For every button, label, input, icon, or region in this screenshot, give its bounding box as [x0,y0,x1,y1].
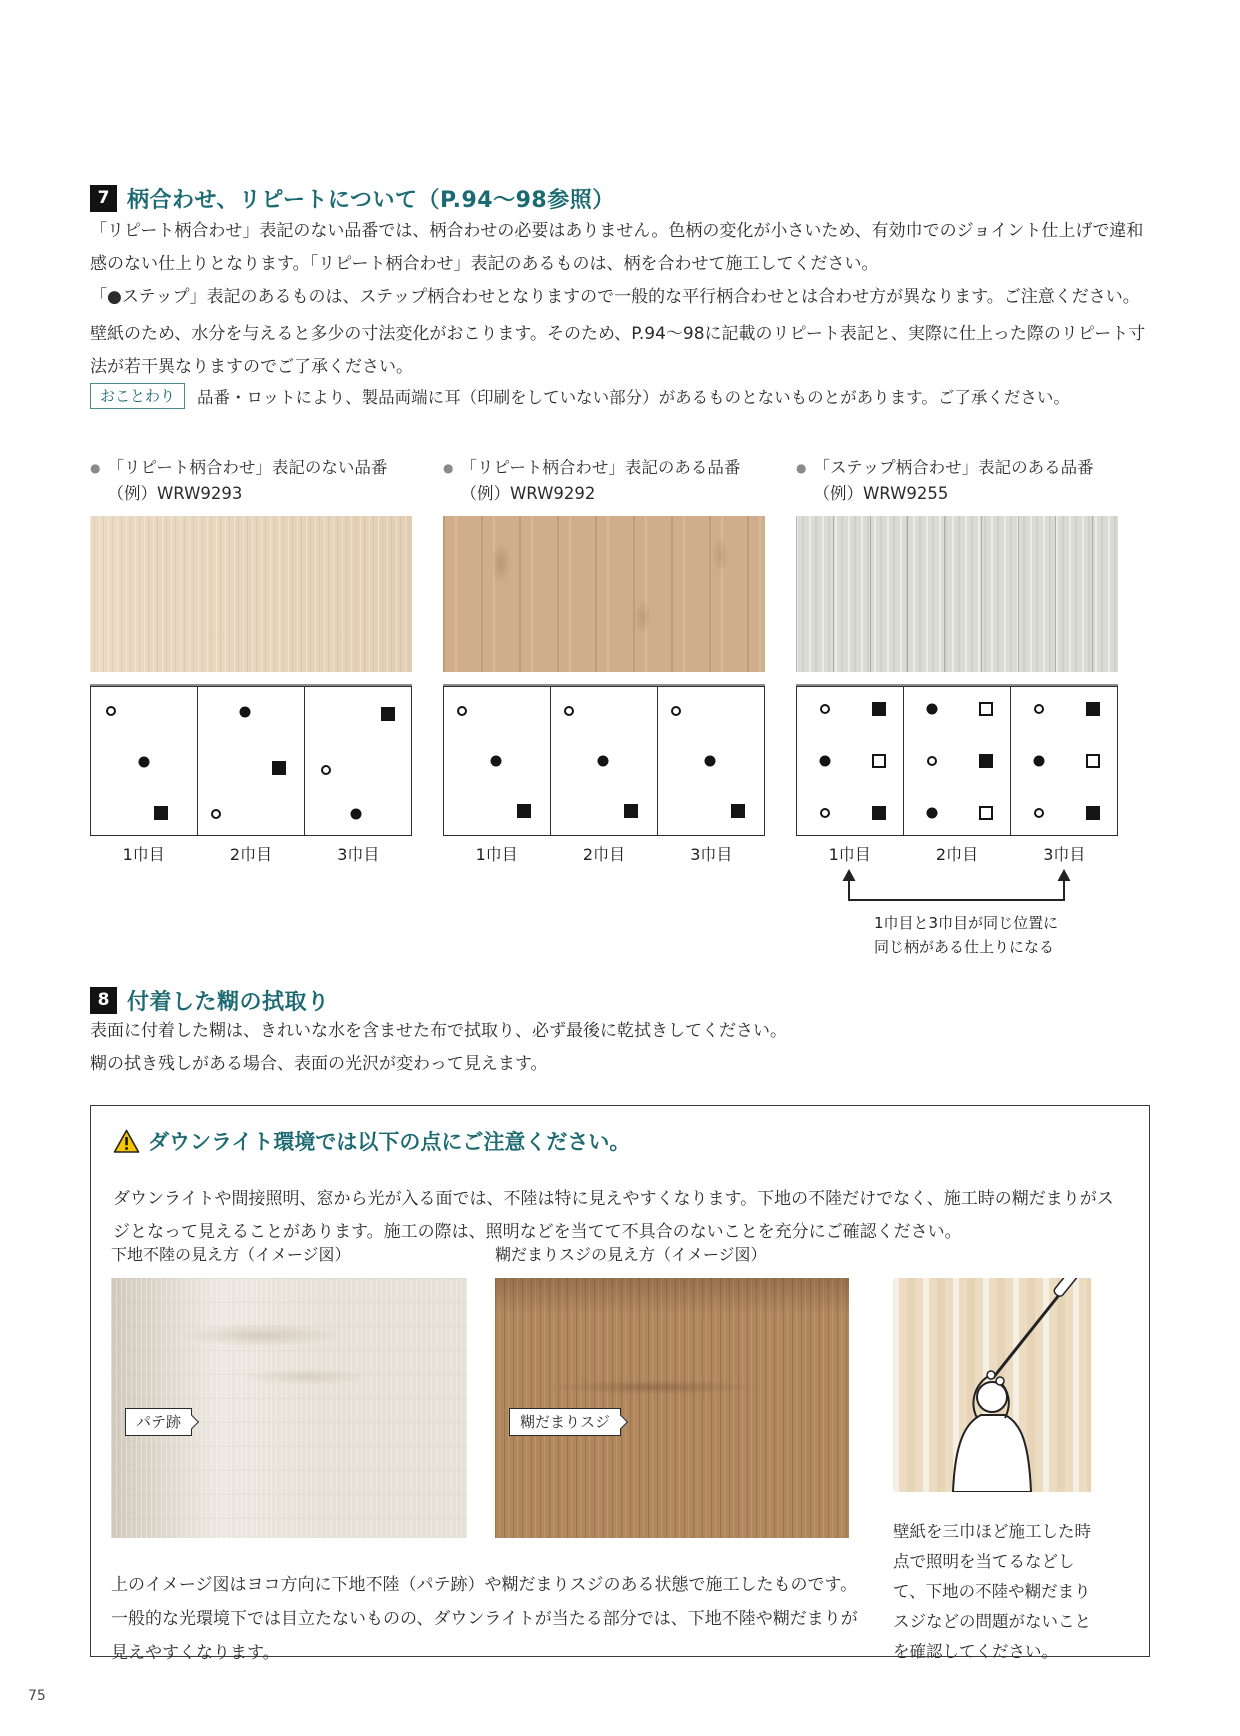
open-circle-mark [457,706,467,716]
width-label: 1巾目 [122,845,165,864]
filled-circle-mark [350,809,361,820]
open-circle-mark [106,706,116,716]
section8-line2: 糊の拭き残しがある場合、表面の光沢が変わって見えます。 [90,1054,548,1074]
width-label: 3巾目 [337,845,380,864]
filled-circle-mark [819,756,830,767]
illustration-worker-with-roller [893,1278,1091,1492]
warning-body: ダウンライトや間接照明、窓から光が入る面では、不陸は特に見えやすくなります。下地の不陸だけでなく、施工時の糊だまりがスジとなって見えることがあります。施工の際は、照明などを当てて不具合のないことを充分にご確認ください。 [113,1189,1114,1242]
diagram-panel [304,686,412,836]
filled-square-mark [979,754,993,768]
filled-circle-mark [239,707,250,718]
notice-text: 品番・ロットにより、製品両端に耳（印刷をしていない部分）があるものとないものとがあります。ご了承ください。 [197,388,1070,407]
filled-square-mark [1086,702,1100,716]
pattern-diagram-step [796,684,1118,836]
pattern-diagram-repeat [443,684,765,836]
notice-row [90,383,1150,409]
column-example-code: （例）WRW9255 [813,484,949,503]
downlight-warning-box [90,1105,1150,1663]
filled-square-mark [272,761,286,775]
filled-square-mark [872,702,886,716]
column-no-repeat [90,455,412,959]
column-title: 「ステップ柄合わせ」表記のある品番 [813,458,1094,477]
diagram-panel [197,686,305,836]
diagram-panel [1010,686,1118,836]
open-square-mark [872,754,886,768]
width-label: 1巾目 [475,845,518,864]
open-circle-mark [1034,704,1044,714]
filled-circle-mark [926,704,937,715]
callout-glue-streak: 糊だまりスジ [509,1408,621,1436]
width-label: 1巾目 [828,845,871,864]
filled-square-mark [624,804,638,818]
filled-circle-mark [139,757,150,768]
column-example-code: （例）WRW9293 [107,484,243,503]
section7-header [90,183,1150,214]
open-circle-mark [820,808,830,818]
column-heading [90,455,412,507]
width-label: 3巾目 [1043,845,1086,864]
step-annotation-line1: 1巾目と3巾目が同じ位置に [874,914,1059,932]
column-repeat [443,455,765,959]
diagram-panel [657,686,765,836]
section7-paragraph-2: 「●ステップ」表記のあるものは、ステップ柄合わせとなりますので一般的な平行柄合わせとは合わせ方が異なります。ご注意ください。 [90,287,1140,307]
section7-title: 柄合わせ、リピートについて（P.94〜98参照） [127,188,615,213]
open-circle-mark [1034,808,1044,818]
notice-label: おことわり [90,383,185,409]
section7-paragraph-1: 「リピート柄合わせ」表記のない品番では、柄合わせの必要はありません。色柄の変化が小さいため、有効巾でのジョイント仕上げで違和感のない仕上りとなります。「リピート柄合わせ」表記のあるものは、柄を合わせて施工してください。 [90,221,1144,274]
open-circle-mark [564,706,574,716]
open-circle-mark [927,756,937,766]
section7-paragraph-3: 壁紙のため、水分を与えると多少の寸法変化がおこります。そのため、P.94〜98に記載のリピート表記と、実際に仕上った際のリピート寸法が若干異なりますのでご了承ください。 [90,324,1146,377]
filled-circle-mark [704,756,715,767]
callout-putty-mark: パテ跡 [125,1408,192,1436]
image-glue-streak [495,1278,849,1538]
section8-title: 付着した糊の拭取り [127,990,330,1015]
column-title: 「リピート柄合わせ」表記のない品番 [107,458,388,477]
column-title: 「リピート柄合わせ」表記のある品番 [460,458,741,477]
wallpaper-sample-wrw9292 [443,516,765,672]
width-labels-row [90,842,412,865]
step-annotation-line2: 同じ柄がある仕上りになる [874,938,1055,956]
diagram-panel [443,686,551,836]
step-annotation-text [874,911,1118,959]
column-example-code: （例）WRW9292 [460,484,596,503]
width-label: 2巾目 [229,845,273,864]
warning-right-paragraph: 壁紙を三巾ほど施工した時点で照明を当てるなどして、下地の不陸や糊だまりスジなどの問題がないことを確認してください。 [893,1521,1091,1661]
width-labels-row [796,842,1118,865]
image-substrate-unevenness [111,1278,467,1538]
filled-square-mark [731,804,745,818]
diagram-panel [796,686,904,836]
column-heading [796,455,1118,507]
width-label: 2巾目 [935,845,979,864]
section7-number-badge: 7 [90,185,117,212]
filled-square-mark [154,806,168,820]
filled-circle-mark [926,807,937,818]
wallpaper-sample-wrw9255 [796,516,1118,672]
column-step [796,455,1118,959]
width-label: 2巾目 [582,845,626,864]
section8-line1: 表面に付着した糊は、きれいな水を含ませた布で拭取り、必ず最後に乾拭きしてください。 [90,1021,787,1041]
diagram-panel [550,686,658,836]
open-circle-mark [820,704,830,714]
bullet-icon: ● [90,461,101,475]
filled-square-mark [517,804,531,818]
filled-circle-mark [597,756,608,767]
step-annotation [796,867,1118,959]
filled-square-mark [872,806,886,820]
open-square-mark [979,702,993,716]
column-heading [443,455,765,507]
open-circle-mark [671,706,681,716]
diagram-panel [90,686,198,836]
open-circle-mark [211,809,221,819]
pattern-examples-row [90,455,1150,959]
open-square-mark [979,806,993,820]
wallpaper-sample-wrw9293 [90,516,412,672]
filled-circle-mark [1033,756,1044,767]
section8-header [90,985,1150,1016]
warning-triangle-icon [113,1129,140,1154]
section8-number-badge: 8 [90,987,117,1014]
filled-square-mark [381,707,395,721]
warning-title-row [113,1126,630,1156]
caption-substrate-unevenness: 下地不陸の見え方（イメージ図） [111,1245,351,1264]
warning-title: ダウンライト環境では以下の点にご注意ください。 [148,1130,631,1154]
width-label: 3巾目 [690,845,733,864]
worker-line-art-icon [893,1278,1091,1492]
width-labels-row [443,842,765,865]
pattern-diagram-no-repeat [90,684,412,836]
warning-bottom-paragraph: 上のイメージ図はヨコ方向に下地不陸（パテ跡）や糊だまりスジのある状態で施工したものです。一般的な光環境下では目立たないものの、ダウンライトが当たる部分では、下地不陸や糊だまりが見えやすくなります。 [111,1575,858,1663]
bullet-icon: ● [443,461,454,475]
up-arrows-bracket-icon [796,867,1118,907]
caption-glue-streak: 糊だまりスジの見え方（イメージ図） [495,1245,767,1264]
filled-square-mark [1086,806,1100,820]
open-square-mark [1086,754,1100,768]
page-number: 75 [28,1688,46,1704]
bullet-icon: ● [796,461,807,475]
open-circle-mark [321,765,331,775]
filled-circle-mark [490,756,501,767]
diagram-panel [903,686,1011,836]
